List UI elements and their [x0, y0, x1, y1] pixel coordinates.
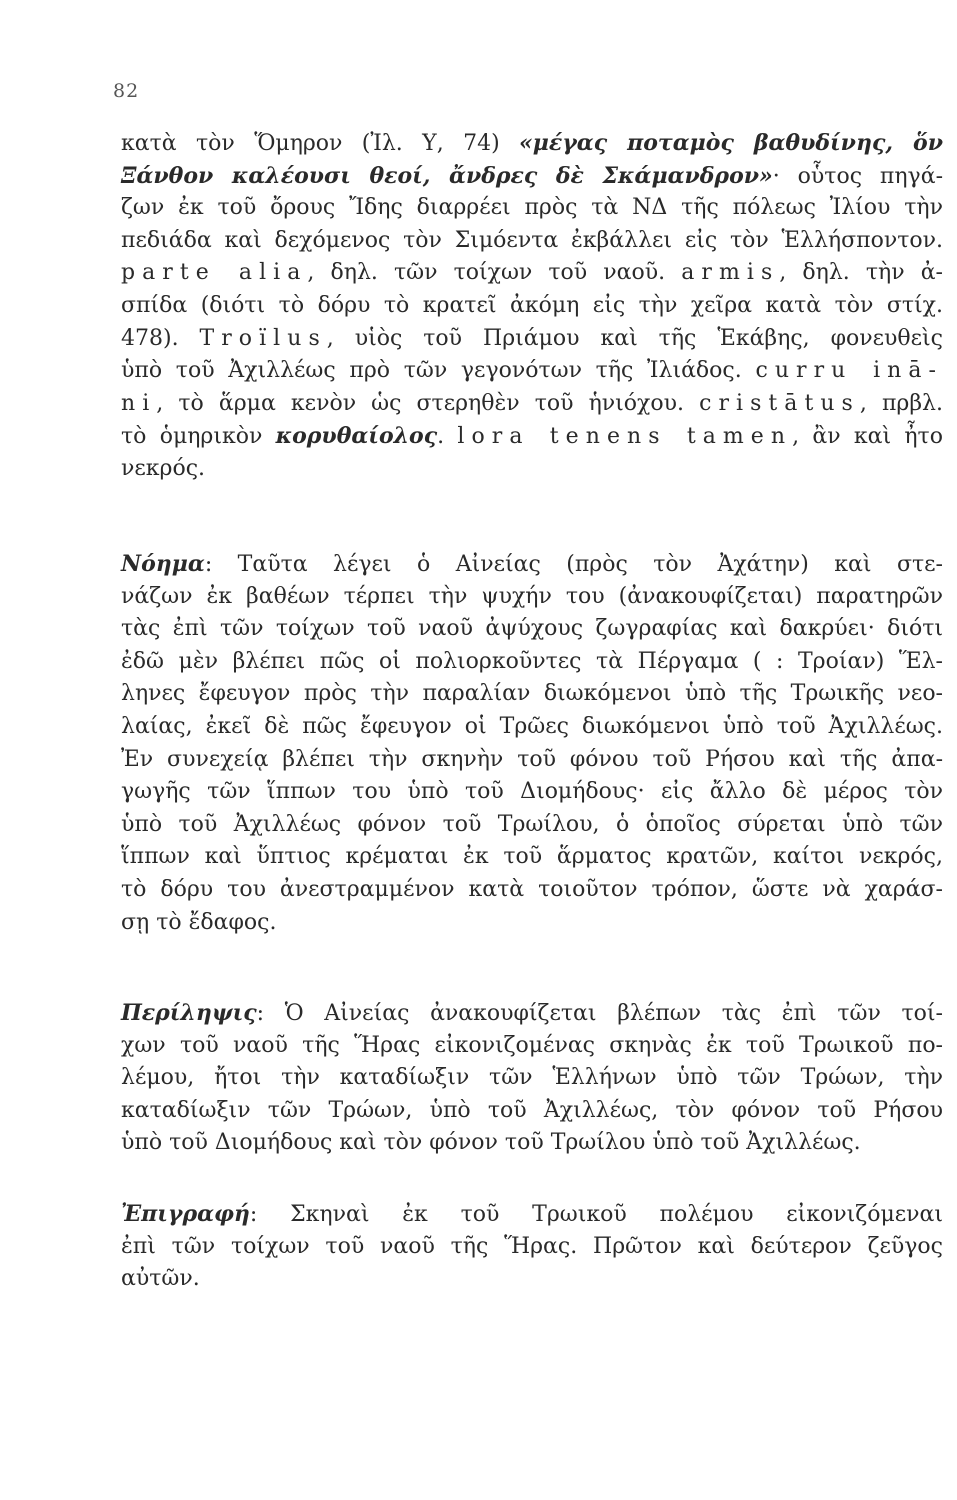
text-run: νάζων ἐκ βαθέων τέρπει τὴν ψυχήν του (ἀνακουφίζεται) παρατηρῶν — [121, 583, 943, 609]
text-run: , ἂν καὶ ἦτο — [792, 424, 943, 450]
text-run: τὰς ἐπὶ τῶν τοίχων τοῦ ναοῦ ἀψύχους ζωγραφίας καὶ δακρύει· διότι — [121, 616, 943, 642]
latin-lemma: lora tenens tamen — [457, 424, 793, 450]
text-run: ἵππων καὶ ὕπτιος κρέμαται ἐκ τοῦ ἅρματος κρατῶν, καίτοι νεκρός, — [121, 844, 943, 870]
text-run: , δηλ. τὴν ἀ- — [779, 260, 943, 286]
text-run: χων τοῦ ναοῦ τῆς Ἥρας εἰκονιζομένας σκηνὰς ἐκ τοῦ Τρωικοῦ πο- — [121, 1032, 943, 1058]
text-run: , δηλ. τῶν τοίχων τοῦ ναοῦ. — [307, 260, 682, 286]
text-line — [121, 581, 943, 614]
text-run: τὸ ὁμηρικὸν — [121, 424, 276, 450]
text-line — [121, 997, 943, 1030]
text-run: ὑπὸ τοῦ Διομήδους καὶ τὸν φόνον τοῦ Τρωίλου ὑπὸ τοῦ Ἀχιλλέως. — [121, 1130, 861, 1156]
text-line — [121, 809, 943, 842]
text-line — [121, 613, 943, 646]
text-run: ὑπὸ τοῦ Ἀχιλλέως φόνον τοῦ Τρωίλου, ὁ ὁποῖος σύρεται ὑπὸ τῶν — [121, 811, 943, 837]
text-run: πεδιάδα καὶ δεχόμενος τὸν Σιμόεντα ἐκβάλλει εἰς τὸν Ἑλλήσποντον. — [121, 227, 943, 253]
paragraph-epigrafi — [121, 1198, 943, 1296]
text-line — [121, 290, 943, 323]
text-run: , τὸ ἅρμα κενὸν ὡς στερηθὲν τοῦ ἡνιόχου. — [156, 390, 700, 416]
text-run: 478). — [121, 325, 200, 351]
text-line — [121, 257, 943, 290]
text-run: . — [437, 424, 458, 450]
text-line — [121, 192, 943, 225]
text-run: : Ὁ Αἰνείας ἀνακουφίζεται βλέπων τὰς ἐπὶ τῶν τοί- — [256, 1001, 943, 1026]
section-heading: Ἐπιγραφή — [121, 1201, 250, 1227]
latin-lemma: parte alia — [121, 260, 308, 286]
latin-lemma: curru inā- — [755, 358, 944, 384]
text-run: καταδίωξιν τῶν Τρώων, ὑπὸ τοῦ Ἀχιλλέως, τὸν φόνον τοῦ Ρήσου — [121, 1097, 943, 1123]
latin-lemma: Troïlus — [199, 325, 327, 351]
text-line — [121, 646, 943, 679]
text-line — [121, 744, 943, 777]
text-run: αὐτῶν. — [121, 1266, 200, 1292]
text-run: Ἐν συνεχείᾳ βλέπει τὴν σκηνὴν τοῦ φόνου τοῦ Ρήσου καὶ τῆς ἀπα- — [121, 746, 943, 772]
text-line — [121, 420, 943, 453]
text-line — [121, 323, 943, 356]
text-line — [121, 678, 943, 711]
latin-lemma: cristātus — [699, 390, 860, 416]
text-line — [121, 1030, 943, 1063]
text-run: ἐδῶ μὲν βλέπει πῶς οἱ πολιορκοῦντες τὰ Πέργαμα ( : Τροίαν) Ἕλ- — [121, 648, 943, 674]
text-line — [121, 1127, 943, 1160]
section-heading: Νόημα — [121, 551, 205, 577]
paragraph-noima — [121, 548, 943, 939]
text-line — [121, 711, 943, 744]
text-run: : Ταῦτα λέγει ὁ Αἰνείας (πρὸς τὸν Ἀχάτην) καὶ στε- — [204, 552, 943, 577]
text-run: ἐπὶ τῶν τοίχων τοῦ ναοῦ τῆς Ἥρας. Πρῶτον καὶ δεύτερον ζεῦγος — [121, 1233, 943, 1259]
commentary-notes — [121, 127, 943, 486]
text-line — [121, 548, 943, 581]
text-line — [121, 388, 943, 421]
text-run: λέμου, ἤτοι τὴν καταδίωξιν τῶν Ἑλλήνων ὑπὸ τῶν Τρώων, τὴν — [121, 1065, 943, 1091]
text-run: , πρβλ. — [859, 390, 943, 416]
text-run: νεκρός. — [121, 455, 206, 481]
text-run: , υἱὸς τοῦ Πριάμου καὶ τῆς Ἑκάβης, φονευθεὶς — [326, 325, 943, 351]
italic-greek-term: Ξάνθον καλέουσι θεοί, ἄνδρες δὲ Σκάμανδρον» — [121, 162, 773, 189]
text-run: : Σκηναὶ ἐκ τοῦ Τρωικοῦ πολέμου εἰκονιζόμεναι — [249, 1202, 943, 1227]
text-run: ὑπὸ τοῦ Ἀχιλλέως πρὸ τῶν γεγονότων τῆς Ἰλιάδος. — [121, 358, 756, 384]
text-line — [121, 355, 943, 388]
text-run: ζων ἐκ τοῦ ὄρους Ἴδης διαρρέει πρὸς τὰ ΝΔ τῆς πόλεως Ἰλίου τὴν — [121, 195, 943, 221]
latin-lemma: armis — [681, 260, 780, 286]
text-line — [121, 225, 943, 258]
page-number: 82 — [113, 80, 140, 102]
text-line — [121, 776, 943, 809]
latin-lemma: ni — [121, 390, 157, 416]
text-line — [121, 907, 943, 940]
italic-greek-term: κορυθαίολος — [275, 423, 438, 450]
text-line — [121, 1062, 943, 1095]
text-run: ληνες ἔφευγον πρὸς τὴν παραλίαν διωκόμενοι ὑπὸ τῆς Τρωικῆς νεο- — [121, 681, 943, 707]
text-line — [121, 1263, 943, 1296]
text-run: σῃ τὸ ἔδαφος. — [121, 909, 277, 935]
text-line — [121, 1198, 943, 1231]
text-line — [121, 453, 943, 486]
text-line — [121, 1095, 943, 1128]
text-run: τὸ δόρυ του ἀνεστραμμένον κατὰ τοιοῦτον τρόπον, ὥστε νὰ χαράσ- — [121, 876, 943, 902]
italic-greek-term: «μέγας ποταμὸς βαθυδίνης, ὅν — [519, 130, 943, 156]
text-line — [121, 1231, 943, 1264]
section-heading: Περίληψις — [121, 1000, 257, 1026]
text-line — [121, 841, 943, 874]
text-run: σπίδα (διότι τὸ δόρυ τὸ κρατεῖ ἀκόμη εἰς τὴν χεῖρα κατὰ τὸν στίχ. — [121, 292, 943, 318]
text-run: λαίας, ἐκεῖ δὲ πῶς ἔφευγον οἱ Τρῶες διωκόμενοι ὑπὸ τοῦ Ἀχιλλέως. — [121, 713, 943, 739]
text-run: γωγῆς τῶν ἵππων του ὑπὸ τοῦ Διομήδους· εἰς ἄλλο δὲ μέρος τὸν — [121, 779, 943, 805]
text-line — [121, 160, 943, 193]
text-run: · οὗτος πηγά- — [772, 163, 943, 189]
text-run: κατὰ τὸν Ὅμηρον (Ἰλ. Υ, 74) — [121, 131, 520, 156]
paragraph-perilipsis — [121, 997, 943, 1160]
text-line — [121, 874, 943, 907]
text-line — [121, 127, 943, 160]
